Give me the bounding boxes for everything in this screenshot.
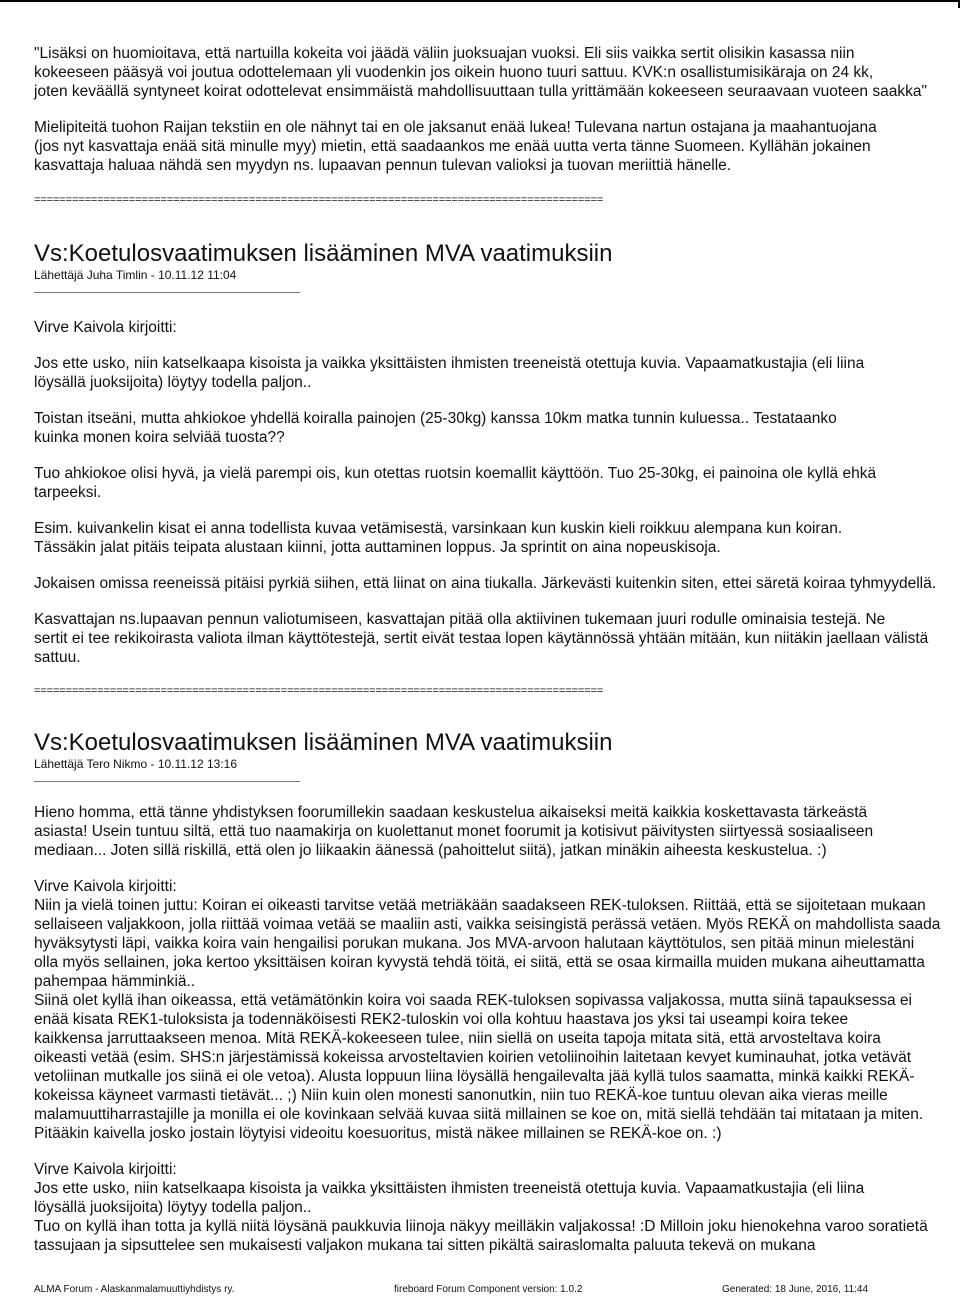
intro-paragraph-2	[34, 118, 960, 175]
text-line: vetoliinan mutkalle jos siinä ei ole vetoa). Alusta loppuun liina löysällä hengailevalta jää kyllä tulos saamatta, minkä kaikki REKÄ-	[34, 1068, 915, 1085]
text-line: kokeissa käyneet varmasti tietävät... ;) Niin kuin olen monesti sanonutkin, niin tuo REKÄ-koe tuntuu olevan aika vieras meille	[34, 1087, 888, 1104]
text-line: sattuu.	[34, 649, 81, 666]
text-line: mediaan... Joten sillä riskillä, että olen jo liikaakin äänessä (pahoittelut siitä), jatkan minäkin aiheesta keskustelua. :)	[34, 842, 827, 859]
text-line: Kasvattajan ns.lupaavan pennun valiotumiseen, kasvattajan pitää olla aktiivinen tukemaan juuri rodulle ominaisia testejä. Ne	[34, 611, 886, 628]
text-line: Tuo ahkiokoe olisi hyvä, ja vielä parempi ois, kun otettas ruotsin koemallit käyttöön. Tuo 25-30kg, ei painoina ole kyllä ehkä	[34, 465, 877, 482]
text-line: joten keväällä syntyneet koirat odottelevat ensimmäistä mahdollisuuttaan tulla yrittämään kokeeseen seuraavaan vuoteen saakka"	[34, 83, 927, 100]
quote-label: Virve Kaivola kirjoitti:	[34, 1161, 177, 1178]
text-line: tassujaan ja sipsuttelee sen mukaisesti valjakon mukana tai sitten pikältä sairaslomalta paluuta tekevä on mukana	[34, 1237, 816, 1254]
quote-label: Virve Kaivola kirjoitti:	[34, 319, 177, 336]
page-footer	[34, 1283, 934, 1297]
text-line: Niin ja vielä toinen juttu: Koiran ei oikeasti tarvitse vetää metriäkään saadakseen REK-tuloksen. Riittää, että se sijoitetaan mukaan	[34, 897, 926, 914]
post-meta: Lähettäjä Tero Nikmo - 10.11.12 13:16	[34, 757, 238, 771]
text-line: löysällä juoksijoita) löytyy todella paljon..	[34, 1199, 312, 1216]
text-line: oikeasti vetää (esim. SHS:n järjestämissä kokeissa arvosteltavien koirien vetoliinoihin laitetaan kevyet kuminauhat, jotka vetävät	[34, 1049, 912, 1066]
quote-label: Virve Kaivola kirjoitti:	[34, 878, 177, 895]
text-line: Jos ette usko, niin katselkaapa kisoista ja vaikka yksittäisten ihmisten treeneistä otettuja kuvia. Vapaamatkustajia (eli liina	[34, 1180, 865, 1197]
text-line: Siinä olet kyllä ihan oikeassa, että vetämätönkin koira voi saada REK-tuloksen sopivassa valjakossa, mutta siinä tapauksessa ei	[34, 992, 912, 1009]
document-body	[34, 44, 960, 1255]
intro-paragraph-1	[34, 44, 960, 101]
text-line: "Lisäksi on huomioitava, että nartuilla kokeita voi jäädä väliin juoksuajan vuoksi. Eli siis vaikka sertit olisikin kasassa niin	[34, 45, 855, 62]
top-border	[0, 0, 960, 2]
text-line: Toistan itseäni, mutta ahkiokoe yhdellä koiralla painojen (25-30kg) kanssa 10km matka tunnin kuluessa.. Testataanko	[34, 410, 837, 427]
footer-component-version: fireboard Forum Component version: 1.0.2	[394, 1284, 583, 1295]
separator-line: ==========================================================================================	[34, 194, 604, 206]
text-line: Hieno homma, että tänne yhdistyksen foorumillekin saadaan keskustelua aikaiseksi meitä kaikkia koskettavasta tärkeästä	[34, 804, 868, 821]
text-line: enää kisata REK1-tuloksista ja todennäköisesti REK2-tuloskin voi olla kohtuu haastava jos yksi tai useampi koira tekee	[34, 1011, 849, 1028]
text-line: hyväksytysti läpi, vaikka koira vain hengailisi porukan mukana. Jos MVA-arvoon halutaan käyttötulos, sen pitää minun mielestäni	[34, 935, 915, 952]
post-title: Vs:Koetulosvaatimuksen lisääminen MVA vaatimuksiin	[34, 240, 613, 267]
text-line: tarpeeksi.	[34, 484, 102, 501]
separator-line: ==========================================================================================	[34, 685, 604, 697]
text-line: Tässäkin jalat pitäis teipata alustaan kiinni, jotta auttaminen loppus. Ja sprintit on aina nopeuskisoja.	[34, 539, 721, 556]
text-line: kuinka monen koira selviää tuosta??	[34, 429, 285, 446]
text-line: Tuo on kyllä ihan totta ja kyllä niitä löysänä paukkuvia liinoja näkyy meilläkin valjakossa! :D Milloin joku hienokehna varoo soratietä	[34, 1218, 928, 1235]
post-title: Vs:Koetulosvaatimuksen lisääminen MVA vaatimuksiin	[34, 729, 613, 756]
text-line: Esim. kuivankelin kisat ei anna todellista kuvaa vetämisestä, varsinkaan kun kuskin kieli roikkuu alempana kun koiran.	[34, 520, 843, 537]
text-line: kaikkensa jarruttaakseen menoa. Mitä REKÄ-kokeeseen tulee, niin siellä on useita tapoja mitata sitä, että arvosteltava koira	[34, 1030, 881, 1047]
footer-generated-date: Generated: 18 June, 2016, 11:44	[722, 1284, 869, 1295]
text-line: Pitääkin kaivella josko jostain löytyisi videoitu koesuoritus, mistä näkee millainen se REKÄ-koe on. :)	[34, 1125, 722, 1142]
text-line: malamuuttiharrastajille ja monilla ei ole kovinkaan selvää kuvaa siitä millainen se koe on, mitä siellä tehdään tai mitataan ja miten.	[34, 1106, 924, 1123]
text-line: kokeeseen pääsyä voi joutua odottelemaan yli vuodenkin jos oikein huono tuuri sattuu. KVK:n osallistumisikäraja on 24 kk,	[34, 64, 874, 81]
text-line: sellaiseen valjakkoon, jolla riittää voimaa vetää se maaliin asti, vaikka seisingistä perässä vetäen. Myös REKÄ on mahdollista saada	[34, 916, 941, 933]
text-line: Mielipiteitä tuohon Raijan tekstiin en ole nähnyt tai en ole jaksanut enää lukea! Tulevana nartun ostajana ja maahantuojana	[34, 119, 877, 136]
footer-site-name: ALMA Forum - Alaskanmalamuuttiyhdistys ry.	[34, 1284, 235, 1295]
text-line: kasvattaja haluaa nähdä sen myydyn ns. lupaavan pennun tulevan valioksi ja tuovan meriittiä hänelle.	[34, 157, 732, 174]
text-line: sertit ei tee rekikoirasta valiota ilman käyttötestejä, sertit eivät testaa lopen käytännössä yhtään mitään, kun niitäkin jaellaan välistä	[34, 630, 929, 647]
text-line: Jos ette usko, niin katselkaapa kisoista ja vaikka yksittäisten ihmisten treeneistä otettuja kuvia. Vapaamatkustajia (eli liina	[34, 355, 865, 372]
text-line: Jokaisen omissa reeneissä pitäisi pyrkiä siihen, että liinat on aina tiukalla. Järkevästi kuitenkin siten, ettei säretä koiraa tyhmyydellä.	[34, 575, 937, 592]
text-line: asiasta! Usein tuntuu siltä, että tuo naamakirja on kuolettanut monet foorumit ja kotisivut päivitysten siirtyessä sosiaaliseen	[34, 823, 874, 840]
text-line: pahempaa hämminkiä..	[34, 973, 196, 990]
post-meta: Lähettäjä Juha Timlin - 10.11.12 11:04	[34, 268, 237, 282]
text-line: olla myös sellainen, joka kertoo yksittäisen koiran kyvystä tehdä töitä, ei siitä, että se osaa kirmailla muiden mukana aiheuttamatta	[34, 954, 925, 971]
text-line: löysällä juoksijoita) löytyy todella paljon..	[34, 374, 312, 391]
text-line: (jos nyt kasvattaja enää sitä minulle myy) mietin, että saadaankos me enää uutta verta tänne Suomeen. Kyllähän jokainen	[34, 138, 871, 155]
